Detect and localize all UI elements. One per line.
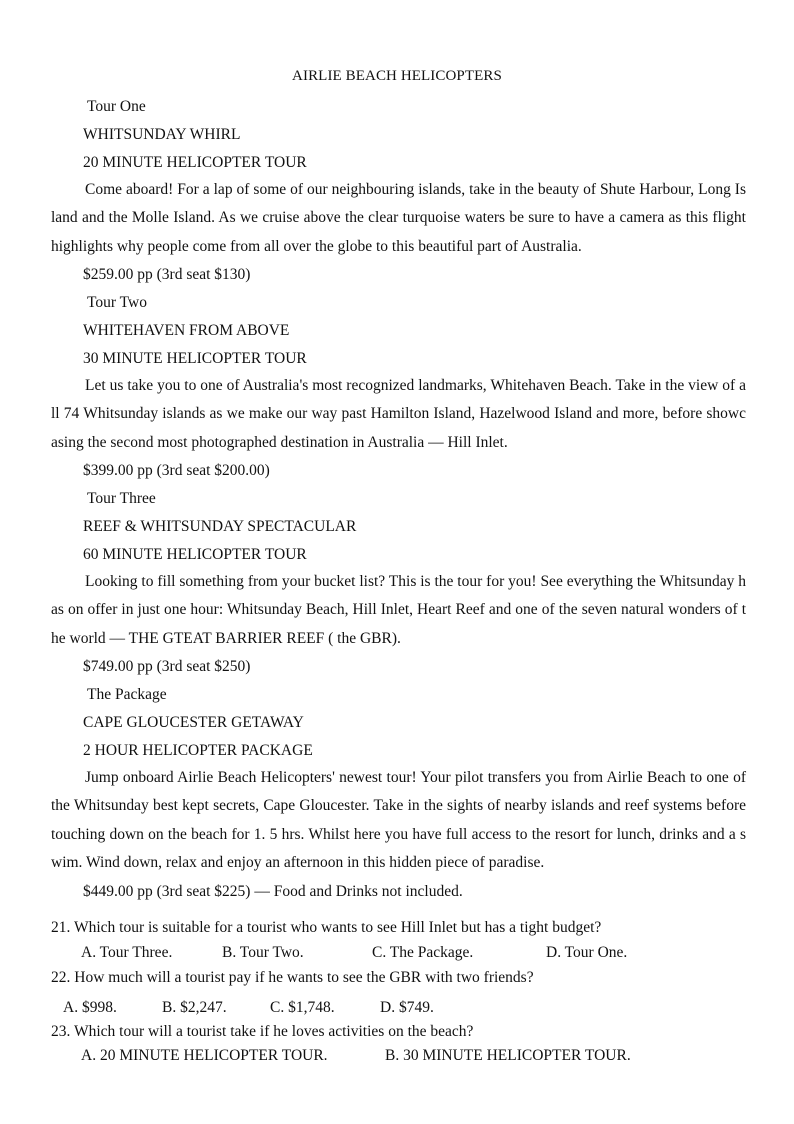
document-title: AIRLIE BEACH HELICOPTERS: [292, 68, 502, 84]
tour-price: $399.00 pp (3rd seat $200.00): [83, 462, 270, 479]
tour-name: WHITEHAVEN FROM ABOVE: [83, 322, 290, 339]
question-text: 21. Which tour is suitable for a tourist who wants to see Hill Inlet but has a tight budget?: [51, 919, 602, 936]
tour-price: $259.00 pp (3rd seat $130): [83, 266, 251, 283]
answer-option: C. The Package.: [372, 944, 474, 961]
tour-name: CAPE GLOUCESTER GETAWAY: [83, 714, 304, 731]
answer-option: A. Tour Three.: [81, 944, 173, 961]
answer-option: B. Tour Two.: [222, 944, 304, 961]
tour-name: REEF & WHITSUNDAY SPECTACULAR: [83, 518, 357, 535]
question-text: 23. Which tour will a tourist take if he loves activities on the beach?: [51, 1023, 474, 1040]
tour-label: Tour Two: [87, 294, 147, 311]
tour-description: Jump onboard Airlie Beach Helicopters' newest tour! Your pilot transfers you from Airlie Beach to one of the Whitsunday best kept secrets, Cape Gloucester. Take in the sights of nearby islands and reef systems before touching down on the beach for 1. 5 hrs. Whilst here you have full access to the resort for lunch, drinks and a swim. Wind down, relax and enjoy an afternoon in this hidden piece of paradise.: [51, 769, 746, 871]
answer-option: C. $1,748.: [270, 999, 335, 1016]
tour-description: Let us take you to one of Australia's most recognized landmarks, Whitehaven Beach. Take in the view of all 74 Whitsunday islands as we make our way past Hamilton Island, Hazelwood Island and more, before showcasing the second most photographed destination in Australia — Hill Inlet.: [51, 377, 746, 451]
tour-duration: 2 HOUR HELICOPTER PACKAGE: [83, 742, 313, 759]
answer-option: B. $2,247.: [162, 999, 227, 1016]
answer-option: A. $998.: [63, 999, 117, 1016]
tour-description: Come aboard! For a lap of some of our neighbouring islands, take in the beauty of Shute Harbour, Long Island and the Molle Island. As we cruise above the clear turquoise waters be sure to have a camera as this flight highlights why people come from all over the globe to this beautiful part of Australia.: [51, 181, 746, 255]
tour-label: Tour One: [87, 98, 146, 115]
tour-duration: 20 MINUTE HELICOPTER TOUR: [83, 154, 307, 171]
tour-duration: 60 MINUTE HELICOPTER TOUR: [83, 546, 307, 563]
tour-label: Tour Three: [87, 490, 156, 507]
tour-price: $449.00 pp (3rd seat $225) — Food and Drinks not included.: [83, 883, 463, 900]
tour-price: $749.00 pp (3rd seat $250): [83, 658, 251, 675]
answer-option: A. 20 MINUTE HELICOPTER TOUR.: [81, 1047, 328, 1064]
question-text: 22. How much will a tourist pay if he wants to see the GBR with two friends?: [51, 969, 534, 986]
tour-duration: 30 MINUTE HELICOPTER TOUR: [83, 350, 307, 367]
answer-option: D. Tour One.: [546, 944, 628, 961]
tour-description: Looking to fill something from your bucket list? This is the tour for you! See everything the Whitsunday has on offer in just one hour: Whitsunday Beach, Hill Inlet, Heart Reef and one of the seven natural wonders of the world — THE GTEAT BARRIER REEF ( the GBR).: [51, 573, 746, 647]
answer-option: B. 30 MINUTE HELICOPTER TOUR.: [385, 1047, 631, 1064]
answer-option: D. $749.: [380, 999, 434, 1016]
tour-label: The Package: [87, 686, 167, 703]
tour-name: WHITSUNDAY WHIRL: [83, 126, 241, 143]
